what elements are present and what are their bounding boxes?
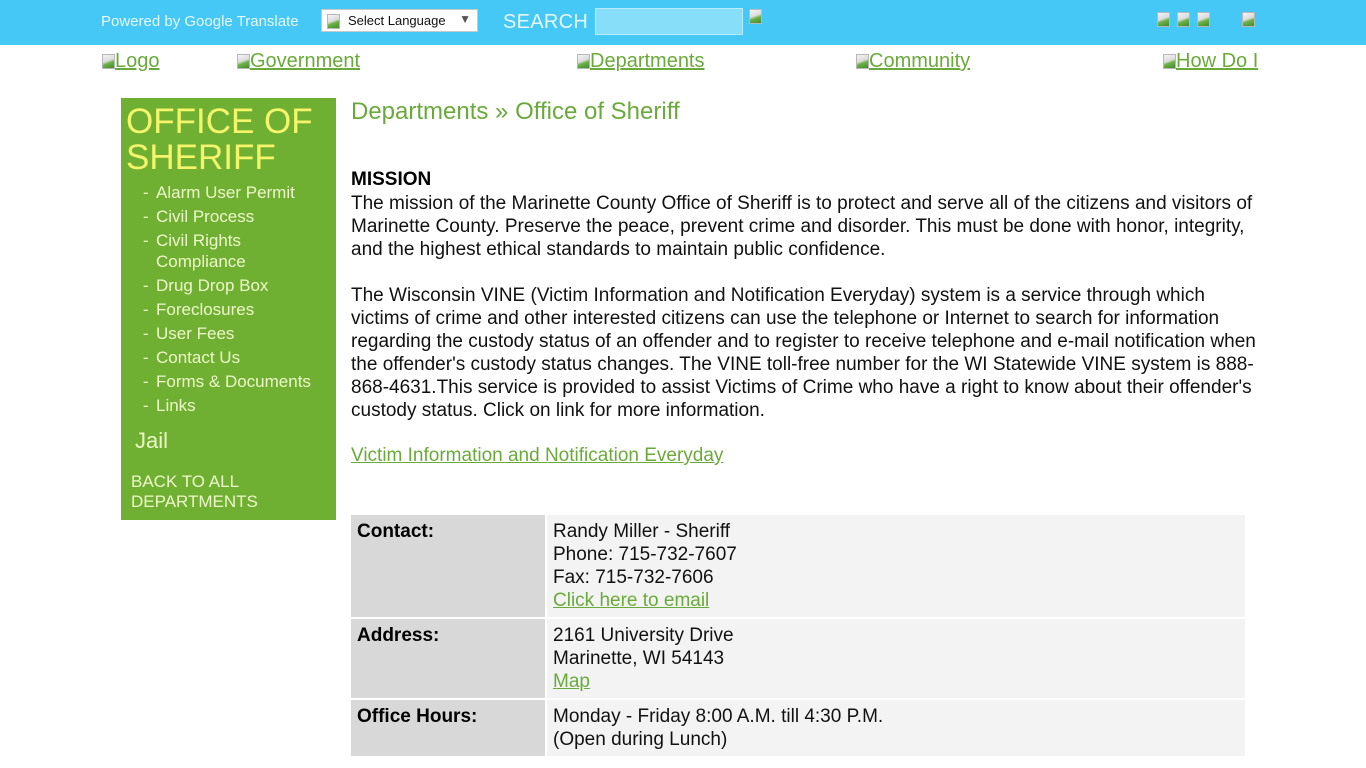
nav-departments[interactable]: Departments: [576, 50, 705, 73]
google-translate-icon: [326, 13, 342, 29]
table-row-contact: [351, 515, 1245, 619]
breadcrumb: Departments » Office of Sheriff: [351, 98, 680, 125]
address-line-2: Marinette, WI 54143: [553, 648, 725, 669]
sidebar-item-alarm-user-permit[interactable]: - Alarm User Permit: [143, 183, 295, 202]
fax-number: Fax: 715-732-7606: [553, 567, 714, 588]
hours-line-2: (Open during Lunch): [553, 729, 728, 750]
table-row-address: [351, 619, 1245, 700]
language-select-value: Select Language: [348, 13, 446, 28]
nav-government[interactable]: Government: [236, 50, 360, 73]
youtube-icon[interactable]: [1196, 11, 1216, 33]
facebook-icon[interactable]: [1156, 11, 1176, 33]
back-to-all-departments-link[interactable]: BACK TO ALL DEPARTMENTS: [131, 472, 258, 511]
contact-label: Contact:: [351, 515, 547, 619]
twitter-icon[interactable]: [1176, 11, 1196, 33]
sidebar-item-civil-process[interactable]: - Civil Process: [143, 207, 255, 226]
nav-community[interactable]: Community: [855, 50, 970, 73]
sidebar-item-foreclosures[interactable]: - Foreclosures: [143, 300, 255, 319]
sidebar-item-links[interactable]: - Links: [143, 396, 196, 415]
email-link[interactable]: Click here to email: [553, 590, 710, 611]
sidebar-item-user-fees[interactable]: - User Fees: [143, 324, 235, 343]
logo-icon: [101, 53, 115, 69]
nav-how-do-i[interactable]: How Do I: [1162, 50, 1258, 73]
map-link[interactable]: Map: [553, 671, 590, 692]
office-hours-value: [547, 700, 1245, 758]
sidebar: [121, 98, 336, 520]
how-do-i-icon: [1162, 53, 1176, 69]
sidebar-menu: [143, 182, 311, 419]
phone-number: Phone: 715-732-7607: [553, 544, 737, 565]
sidebar-item-civil-rights-compliance[interactable]: - Civil Rights Compliance: [143, 231, 246, 271]
contact-info-table: [351, 515, 1245, 758]
search-input[interactable]: [595, 8, 743, 35]
mission-heading: MISSION: [351, 169, 432, 190]
contact-value: [547, 515, 1245, 619]
vine-link[interactable]: Victim Information and Notification Everyday: [351, 445, 724, 466]
sidebar-item-contact-us[interactable]: - Contact Us: [143, 348, 241, 367]
departments-icon: [576, 53, 590, 69]
hours-line-1: Monday - Friday 8:00 A.M. till 4:30 P.M.: [553, 706, 884, 727]
sidebar-item-drug-drop-box[interactable]: - Drug Drop Box: [143, 276, 269, 295]
address-line-1: 2161 University Drive: [553, 625, 734, 646]
address-value: [547, 619, 1245, 700]
search-icon: [748, 8, 762, 24]
search-button[interactable]: [748, 8, 770, 34]
address-label: Address:: [351, 619, 547, 700]
language-select[interactable]: [321, 9, 478, 32]
powered-by-google-translate: Powered by Google Translate: [101, 13, 299, 30]
chevron-down-icon: ▼: [459, 12, 471, 26]
vine-description: The Wisconsin VINE (Victim Information and Notification Everyday) system is a service through which victims of crime and other interested citizens can use the telephone or Internet to search for information regarding the custody status of an offender and to register to receive telephone and e-mail notification when the offender's custody status changes. The VINE toll-free number for the WI Statewide VINE system is 888-868-4631.This service is provided to assist Victims of Crime who have a right to know about their offender's custody status. Click on link for more information.: [351, 285, 1256, 421]
community-icon: [855, 53, 869, 69]
mission-text: The mission of the Marinette County Office of Sheriff is to protect and serve all of the citizens and visitors of Marinette County. Preserve the peace, prevent crime and disorder. This must be done with honor, integrity, and the highest ethical standards to maintain public confidence.: [351, 193, 1253, 260]
sidebar-item-forms-documents[interactable]: - Forms & Documents: [143, 372, 311, 391]
sidebar-jail-link[interactable]: Jail: [135, 428, 169, 453]
nav-logo[interactable]: Logo: [101, 50, 160, 73]
search-label: SEARCH: [503, 11, 589, 33]
top-bar: [0, 0, 1366, 45]
sidebar-title: OFFICE OF SHERIFF: [126, 102, 313, 177]
table-row-office-hours: [351, 700, 1245, 758]
office-hours-label: Office Hours:: [351, 700, 547, 758]
main-nav: [0, 48, 1366, 76]
sheriff-name: Randy Miller - Sheriff: [553, 521, 731, 542]
government-icon: [236, 53, 250, 69]
pinterest-icon[interactable]: [1241, 11, 1261, 33]
